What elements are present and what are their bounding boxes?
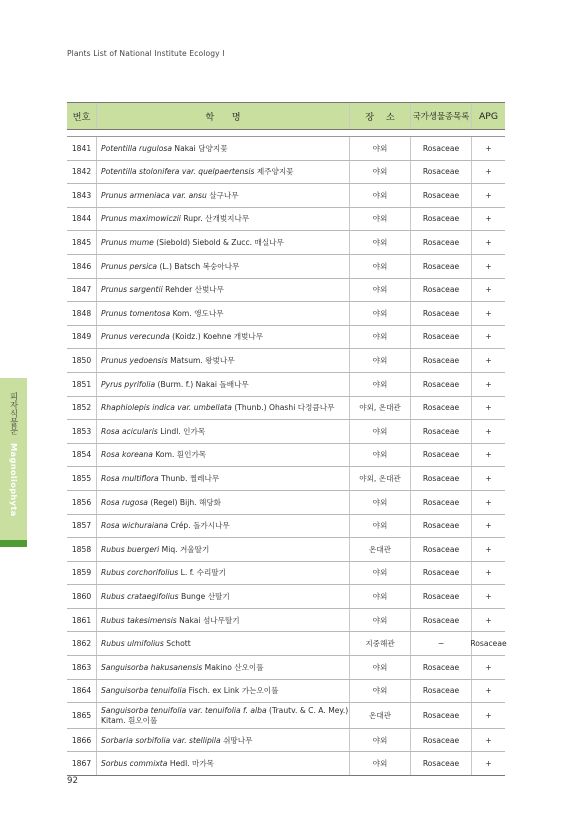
national-list-family: Rosaceae	[411, 515, 472, 538]
national-list-family: Rosaceae	[411, 729, 472, 752]
national-list-family: −	[411, 632, 472, 655]
scientific-name	[97, 231, 350, 254]
korean-name: 해당화	[196, 497, 222, 507]
scientific-name-italic: Prunus maximowiczii	[101, 214, 181, 224]
scientific-name	[97, 538, 350, 561]
location: 야외	[350, 373, 411, 396]
national-list-family: Rosaceae	[411, 444, 472, 467]
table-row	[67, 491, 505, 515]
author-citation: (Regel) Bijh.	[147, 497, 197, 507]
scientific-name-italic: Rubus takesimensis	[101, 615, 177, 625]
author-citation: Hedl.	[167, 759, 190, 769]
national-list-family: Rosaceae	[411, 538, 472, 561]
national-list-family: Rosaceae	[411, 373, 472, 396]
table-row	[67, 373, 505, 397]
apg-family: +	[485, 474, 492, 483]
korean-name: 앵도나무	[191, 308, 224, 318]
scientific-name-italic: Prunus verecunda	[101, 332, 170, 342]
location: 야외	[350, 562, 411, 585]
korean-name: 담양지꽃	[195, 143, 228, 153]
scientific-name-italic: Sorbaria sorbifolia var. stellipila	[101, 735, 221, 745]
korean-name: 산오이풀	[231, 662, 264, 672]
korean-name: 다정큼나무	[295, 403, 335, 413]
scientific-name	[97, 491, 350, 514]
korean-name: 찔레나무	[187, 474, 220, 483]
author-citation: (Koidz.) Koehne	[169, 332, 232, 342]
scientific-name	[97, 585, 350, 608]
apg-family: +	[485, 403, 492, 413]
row-number: 1842	[67, 161, 97, 184]
apg-family: +	[485, 285, 492, 295]
row-number: 1863	[67, 656, 97, 679]
national-list-family: Rosaceae	[411, 491, 472, 514]
table-row	[67, 585, 505, 609]
scientific-name-italic: Rubus corchorifolius	[101, 568, 179, 578]
author-citation: L. f.	[178, 568, 195, 578]
scientific-name	[97, 729, 350, 752]
scientific-name-italic: Sanguisorba tenuifolia	[101, 686, 187, 696]
location: 야외	[350, 326, 411, 349]
scientific-name-italic: Sorbus commixta	[101, 759, 168, 769]
korean-name: 개벚나무	[231, 332, 264, 342]
author-citation: Bunge	[178, 591, 206, 601]
location: 야외	[350, 302, 411, 325]
row-number: 1851	[67, 373, 97, 396]
scientific-name	[97, 137, 350, 160]
scientific-name	[97, 349, 350, 372]
scientific-name-italic: Rubus buergeri	[101, 544, 160, 554]
row-number: 1852	[67, 397, 97, 420]
korean-name: 섬나무딸기	[200, 615, 240, 625]
scientific-name	[97, 609, 350, 632]
location: 야외	[350, 444, 411, 467]
national-list-family: Rosaceae	[411, 752, 472, 775]
plant-table	[67, 102, 505, 776]
location: 야외	[350, 680, 411, 703]
row-number: 1860	[67, 585, 97, 608]
location: 야외	[350, 184, 411, 207]
scientific-name-italic: Rubus ulmifolius	[101, 639, 164, 649]
author-citation: (Trautv. & C. A. Mey.) Kitam.	[101, 706, 349, 725]
scientific-name-italic: Rubus crataegifolius	[101, 591, 179, 601]
scientific-name-italic: Rosa rugosa	[101, 497, 148, 507]
korean-name: 산벚나무	[192, 285, 224, 295]
row-number: 1855	[67, 467, 97, 490]
running-header: Plants List of National Institute Ecology I	[67, 49, 225, 58]
scientific-name-italic: Prunus mume	[101, 238, 154, 248]
row-number: 1848	[67, 302, 97, 325]
korean-name: 돌배나무	[217, 379, 249, 389]
national-list-family: Rosaceae	[411, 680, 472, 703]
apg-family: +	[485, 615, 492, 625]
author-citation: Rupr.	[180, 214, 203, 224]
scientific-name	[97, 515, 350, 538]
scientific-name-italic: Rosa wichuraiana	[101, 521, 169, 531]
section-tab-accent	[0, 540, 27, 547]
korean-name: 매실나무	[252, 238, 284, 248]
col-location-header: 장 소	[350, 103, 411, 129]
row-number: 1864	[67, 680, 97, 703]
scientific-name	[97, 562, 350, 585]
national-list-family: Rosaceae	[411, 562, 472, 585]
korean-name: 가는오이풀	[239, 686, 279, 696]
apg-family: +	[485, 190, 492, 200]
national-list-family: Rosaceae	[411, 397, 472, 420]
location: 야외	[350, 656, 411, 679]
table-row	[67, 349, 505, 373]
korean-name: 산개벚지나무	[202, 214, 250, 224]
location: 야외	[350, 255, 411, 278]
apg-family: +	[485, 332, 492, 342]
scientific-name	[97, 656, 350, 679]
korean-name: 왕벚나무	[202, 356, 235, 366]
national-list-family: Rosaceae	[411, 467, 472, 490]
section-tab-label-ko: 피자식물문	[9, 392, 19, 435]
row-number: 1846	[67, 255, 97, 278]
location: 야외	[350, 161, 411, 184]
row-number: 1867	[67, 752, 97, 775]
table-row	[67, 562, 505, 586]
table-row	[67, 729, 505, 753]
table-row	[67, 703, 505, 729]
apg-family: +	[485, 379, 492, 389]
author-citation: (Burm. f.) Nakai	[155, 379, 218, 389]
scientific-name	[97, 302, 350, 325]
scientific-name-italic: Prunus yedoensis	[101, 356, 168, 366]
apg-family: +	[485, 356, 492, 366]
row-number: 1857	[67, 515, 97, 538]
apg-family: +	[485, 591, 492, 601]
author-citation: Rehder	[162, 285, 193, 295]
scientific-name-italic: Prunus tomentosa	[101, 308, 171, 318]
col-number-header: 번호	[67, 103, 97, 129]
apg-family: +	[485, 710, 492, 720]
table-row	[67, 137, 505, 161]
apg-family: +	[485, 143, 492, 153]
location: 야외	[350, 609, 411, 632]
scientific-name	[97, 632, 350, 655]
author-citation: Kom.	[170, 308, 192, 318]
apg-family: Rosaceae	[470, 639, 507, 649]
table-row	[67, 632, 505, 656]
scientific-name	[97, 373, 350, 396]
scientific-name	[97, 255, 350, 278]
author-citation: Kom.	[152, 450, 175, 460]
scientific-name	[97, 680, 350, 703]
korean-name: 돌가시나무	[190, 521, 230, 531]
scientific-name	[97, 420, 350, 443]
apg-family: +	[485, 308, 492, 318]
apg-family: +	[485, 735, 492, 745]
table-row	[67, 184, 505, 208]
scientific-name-italic: Pyrus pyrifolia	[101, 379, 156, 389]
national-list-family: Rosaceae	[411, 326, 472, 349]
national-list-family: Rosaceae	[411, 231, 472, 254]
apg-family: +	[485, 544, 492, 554]
location: 야외, 온대관	[350, 397, 411, 420]
apg-family: +	[485, 662, 492, 672]
row-number: 1862	[67, 632, 97, 655]
scientific-name-italic: Rosa multiflora	[101, 474, 159, 483]
apg-family: +	[485, 521, 492, 531]
location: 야외, 온대관	[350, 467, 411, 490]
table-row	[67, 208, 505, 232]
table-row	[67, 609, 505, 633]
row-number: 1843	[67, 184, 97, 207]
table-row	[67, 231, 505, 255]
national-list-family: Rosaceae	[411, 420, 472, 443]
author-citation: Fisch. ex Link	[186, 686, 240, 696]
scientific-name	[97, 467, 350, 490]
national-list-family: Rosaceae	[411, 255, 472, 278]
col-national-list-header: 국가생물종목록	[411, 103, 472, 129]
table-row	[67, 656, 505, 680]
table-row	[67, 326, 505, 350]
table-row	[67, 302, 505, 326]
location: 지중해관	[350, 632, 411, 655]
table-row	[67, 279, 505, 303]
korean-name: 마가목	[189, 759, 215, 769]
apg-family: +	[485, 686, 492, 696]
col-name-header: 학 명	[97, 103, 350, 129]
national-list-family: Rosaceae	[411, 656, 472, 679]
page-number: 92	[67, 776, 78, 786]
national-list-family: Rosaceae	[411, 349, 472, 372]
apg-family: +	[485, 568, 492, 578]
author-citation: Lindl.	[157, 426, 181, 436]
table-row	[67, 161, 505, 185]
scientific-name	[97, 326, 350, 349]
scientific-name-italic: Sanguisorba hakusanensis	[101, 662, 203, 672]
table-row	[67, 467, 505, 491]
table-row	[67, 538, 505, 562]
scientific-name	[97, 397, 350, 420]
scientific-name	[97, 444, 350, 467]
apg-family: +	[485, 497, 492, 507]
national-list-family: Rosaceae	[411, 302, 472, 325]
location: 야외	[350, 515, 411, 538]
location: 야외	[350, 231, 411, 254]
korean-name: 산딸기	[205, 591, 230, 601]
korean-name: 제주양지꽃	[254, 167, 294, 177]
location: 야외	[350, 420, 411, 443]
location: 야외	[350, 279, 411, 302]
scientific-name-italic: Rosa acicularis	[101, 426, 158, 436]
scientific-name-italic: Prunus persica	[101, 261, 158, 271]
table-row	[67, 752, 505, 776]
row-number: 1853	[67, 420, 97, 443]
author-citation: Schott	[163, 639, 191, 649]
apg-family: +	[485, 426, 492, 436]
national-list-family: Rosaceae	[411, 585, 472, 608]
national-list-family: Rosaceae	[411, 137, 472, 160]
scientific-name	[97, 752, 350, 775]
location: 야외	[350, 208, 411, 231]
section-tab-label	[6, 392, 20, 517]
author-citation: Nakai	[172, 143, 196, 153]
korean-name: 복숭아나무	[200, 261, 240, 271]
national-list-family: Rosaceae	[411, 609, 472, 632]
scientific-name-italic: Sanguisorba tenuifolia var. tenuifolia f. alba	[101, 706, 267, 716]
scientific-name-italic: Rosa koreana	[101, 450, 153, 460]
korean-name: 살구나무	[206, 190, 239, 200]
national-list-family: Rosaceae	[411, 161, 472, 184]
author-citation: Matsum.	[167, 356, 203, 366]
scientific-name-italic: Potentilla stolonifera var. quelpaertensis	[101, 167, 255, 177]
table-row	[67, 255, 505, 279]
author-citation: Nakai	[176, 615, 201, 625]
col-apg-header: APG	[479, 110, 498, 122]
korean-name: 수리딸기	[194, 568, 226, 578]
author-citation: (Thunb.) Ohashi	[231, 403, 296, 413]
location: 야외	[350, 585, 411, 608]
author-citation: Makino	[202, 662, 232, 672]
location: 온대관	[350, 703, 411, 728]
location: 온대관	[350, 538, 411, 561]
scientific-name-italic: Rhaphiolepis indica var. umbellata	[101, 403, 232, 413]
table-header	[67, 102, 505, 130]
apg-family: +	[485, 167, 492, 177]
scientific-name	[97, 184, 350, 207]
row-number: 1845	[67, 231, 97, 254]
scientific-name	[97, 161, 350, 184]
row-number: 1858	[67, 538, 97, 561]
row-number: 1866	[67, 729, 97, 752]
korean-name: 흰오이풀	[125, 715, 158, 725]
row-number: 1859	[67, 562, 97, 585]
row-number: 1850	[67, 349, 97, 372]
location: 야외	[350, 349, 411, 372]
scientific-name-italic: Potentilla rugulosa	[101, 143, 172, 153]
table-row	[67, 397, 505, 421]
row-number: 1849	[67, 326, 97, 349]
scientific-name	[97, 208, 350, 231]
apg-family: +	[485, 214, 492, 224]
apg-family: +	[485, 759, 492, 769]
location: 야외	[350, 491, 411, 514]
row-number: 1865	[67, 703, 97, 728]
author-citation: (Siebold) Siebold & Zucc.	[153, 238, 253, 248]
author-citation: Thunb.	[158, 474, 188, 483]
national-list-family: Rosaceae	[411, 279, 472, 302]
table-body	[67, 137, 505, 776]
scientific-name	[97, 279, 350, 302]
korean-name: 흰인가목	[174, 450, 207, 460]
scientific-name-italic: Prunus armeniaca var. ansu	[101, 190, 207, 200]
table-row	[67, 420, 505, 444]
table-row	[67, 444, 505, 468]
korean-name: 겨울딸기	[177, 544, 210, 554]
row-number: 1841	[67, 137, 97, 160]
korean-name: 쉬땅나무	[220, 735, 253, 745]
table-header-gap	[67, 130, 505, 137]
author-citation: Crép.	[168, 521, 191, 531]
national-list-family: Rosaceae	[411, 703, 472, 728]
row-number: 1861	[67, 609, 97, 632]
author-citation: Miq.	[159, 544, 178, 554]
national-list-family: Rosaceae	[411, 208, 472, 231]
author-citation: (L.) Batsch	[157, 261, 201, 271]
national-list-family: Rosaceae	[411, 184, 472, 207]
location: 야외	[350, 752, 411, 775]
korean-name: 인가목	[180, 426, 206, 436]
row-number: 1847	[67, 279, 97, 302]
table-row	[67, 680, 505, 704]
scientific-name	[97, 703, 350, 728]
row-number: 1856	[67, 491, 97, 514]
section-tab-label-latin: Magnoliophyta	[9, 443, 19, 517]
row-number: 1844	[67, 208, 97, 231]
location: 야외	[350, 137, 411, 160]
scientific-name-italic: Prunus sargentii	[101, 285, 163, 295]
table-row	[67, 515, 505, 539]
row-number: 1854	[67, 444, 97, 467]
apg-family: +	[485, 238, 492, 248]
location: 야외	[350, 729, 411, 752]
apg-family: +	[485, 261, 492, 271]
apg-family: +	[485, 450, 492, 460]
